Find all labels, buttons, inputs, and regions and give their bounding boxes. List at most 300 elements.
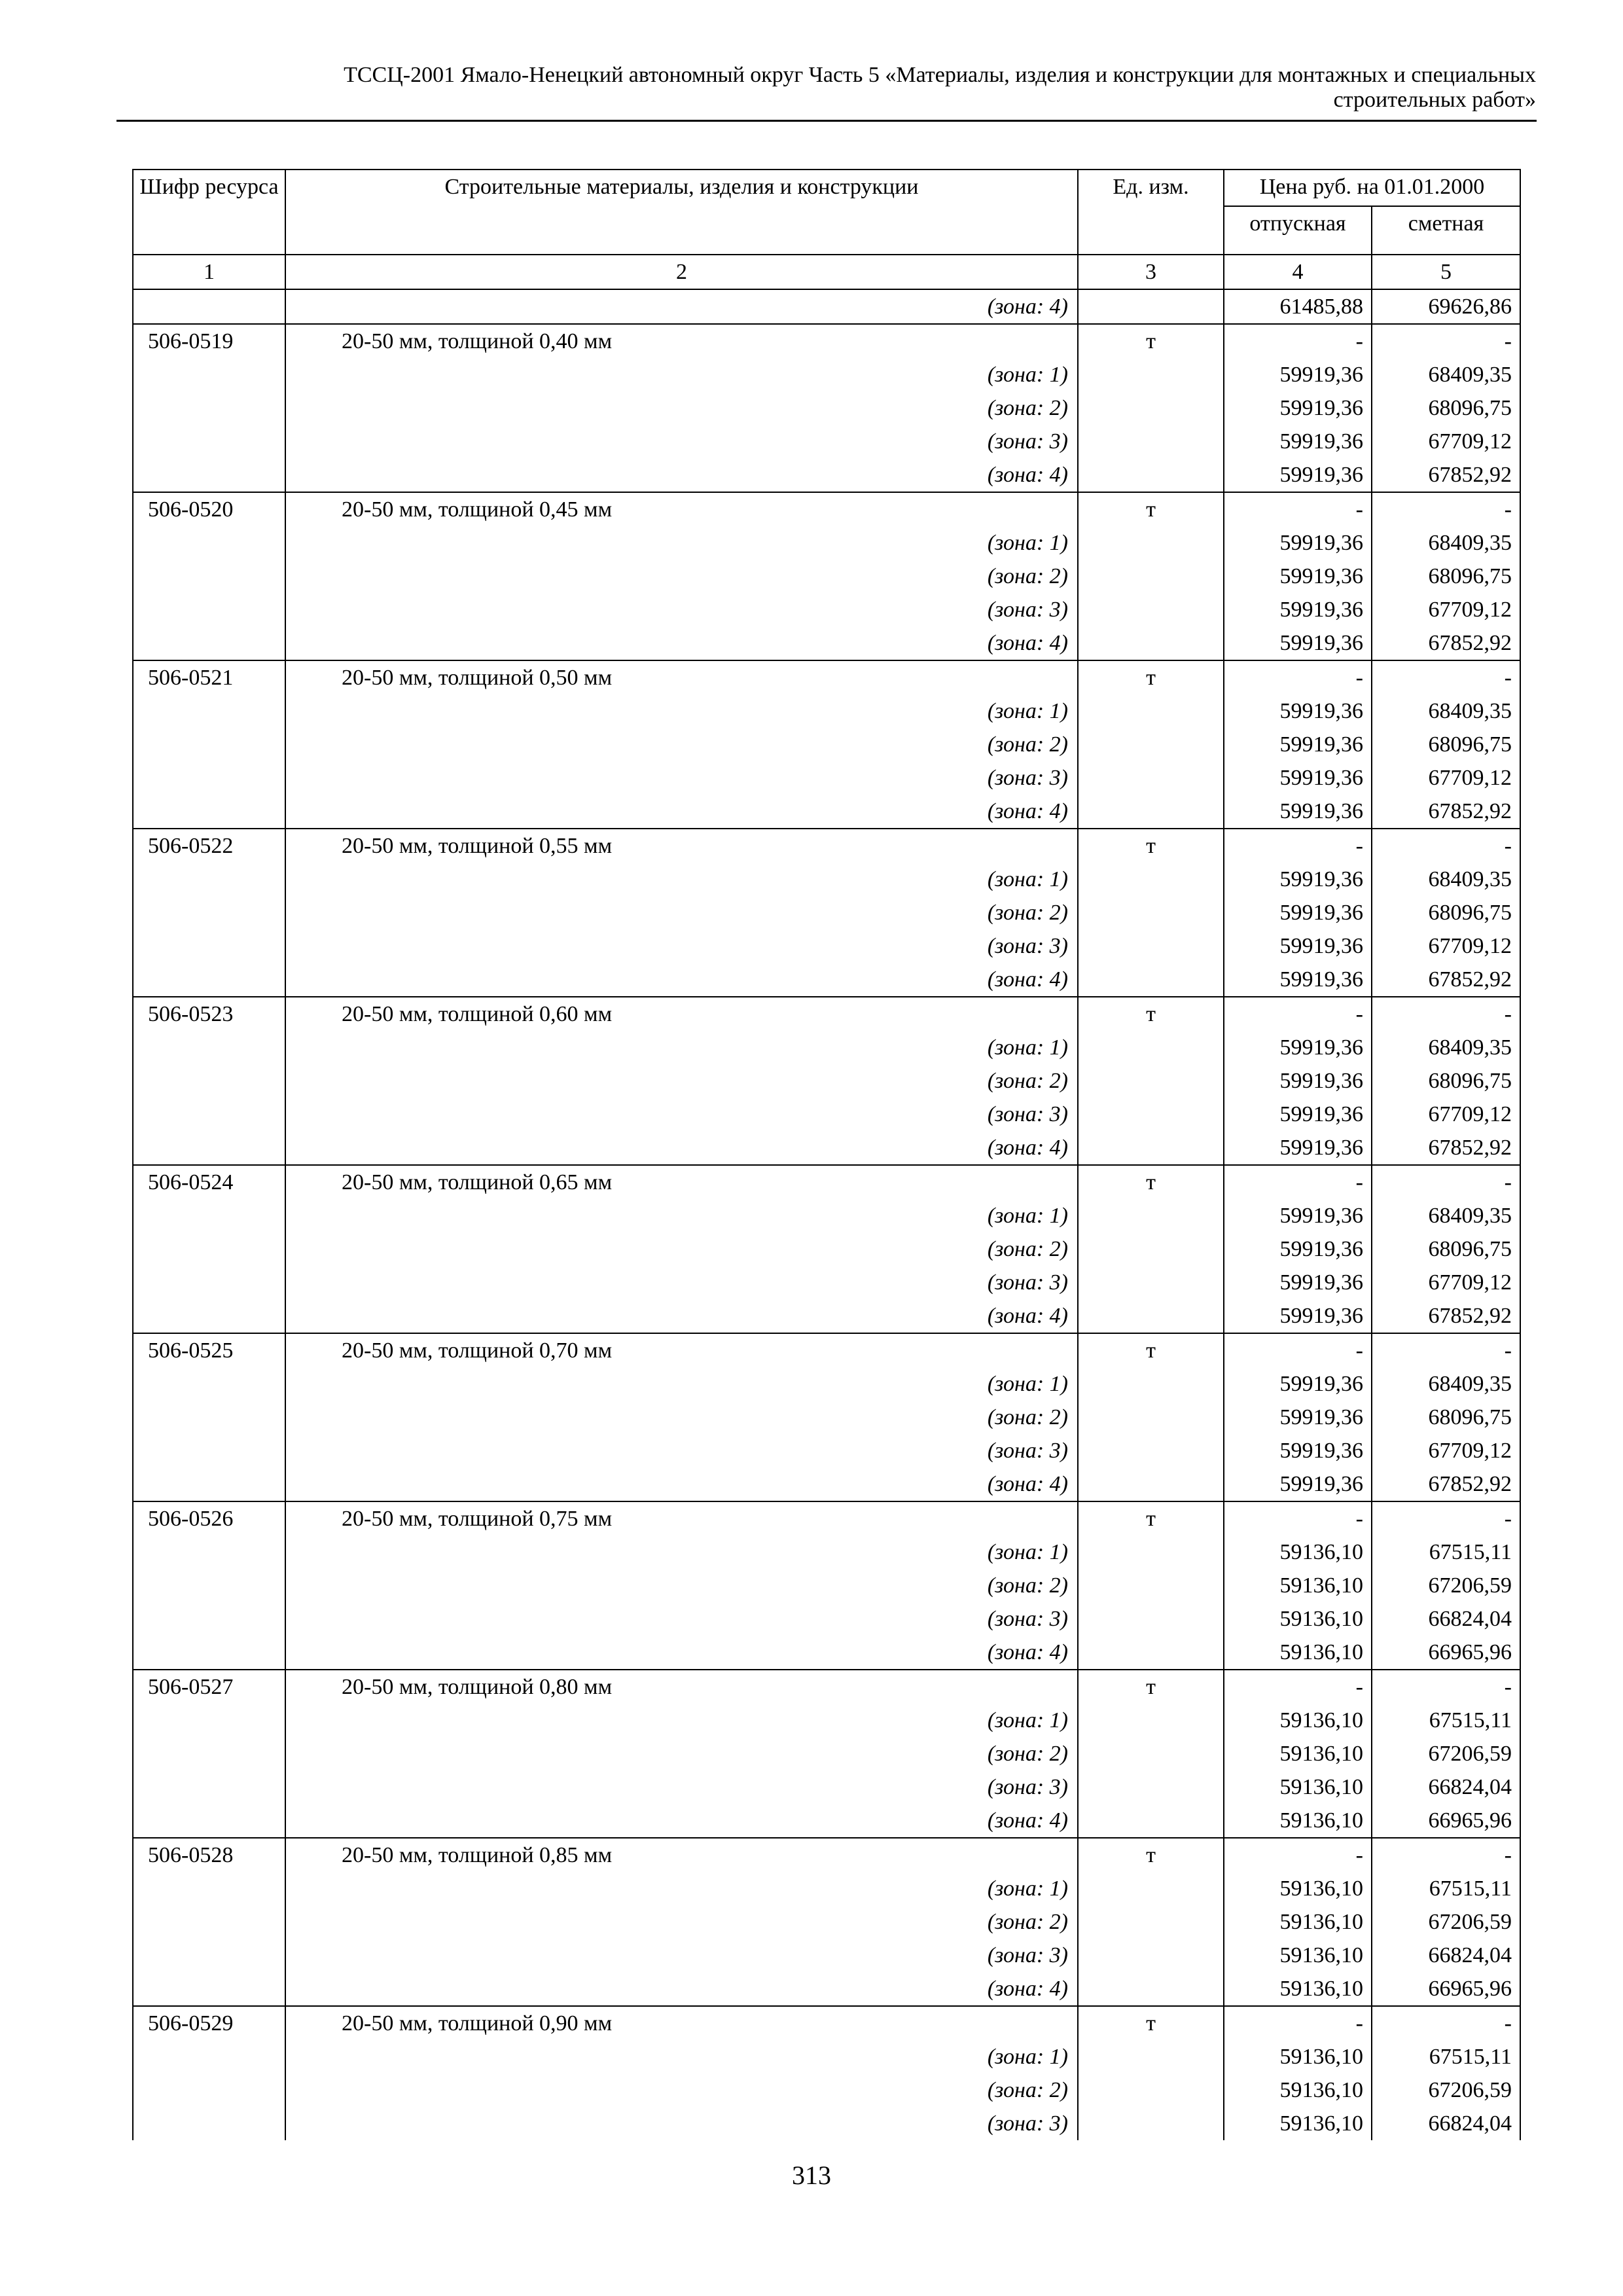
zone-label-text: (зона: 4) <box>987 1136 1068 1160</box>
zone-label <box>285 626 1078 660</box>
price-estimate <box>1372 1401 1520 1434</box>
price-release-text: 59136,10 <box>1279 1640 1363 1664</box>
price-estimate <box>1372 626 1520 660</box>
price-estimate-text: 68096,75 <box>1428 564 1512 588</box>
zone-label <box>285 896 1078 929</box>
zone-label <box>285 1972 1078 2006</box>
zone-row <box>133 1905 1520 1939</box>
resource-code-text: 506-0524 <box>148 1170 234 1194</box>
price-release-text: 59136,10 <box>1279 1876 1363 1901</box>
price-estimate <box>1372 1031 1520 1064</box>
resource-unit <box>1078 997 1224 1031</box>
zone-row <box>133 1367 1520 1401</box>
price-estimate-text: 68096,75 <box>1428 732 1512 757</box>
zone-label-text: (зона: 3) <box>987 1102 1068 1126</box>
resource-name <box>285 1501 1078 1535</box>
zone-row <box>133 1972 1520 2006</box>
zone-row <box>133 863 1520 896</box>
price-release-text: 59919,36 <box>1279 1270 1363 1295</box>
zone-label-text: (зона: 3) <box>987 934 1068 958</box>
price-estimate-text: 66824,04 <box>1428 1775 1512 1799</box>
resource-row <box>133 1333 1520 1367</box>
zone-label-text: (зона: 4) <box>987 1808 1068 1833</box>
zone-code-cell <box>133 694 285 728</box>
zone-code-cell <box>133 526 285 560</box>
zone-label-text: (зона: 1) <box>987 1204 1068 1228</box>
zone-unit-cell <box>1078 2040 1224 2073</box>
carryover-estimate-cell <box>1372 289 1520 324</box>
price-estimate-text: 67709,12 <box>1428 766 1512 790</box>
price-release-text: 59919,36 <box>1279 1204 1363 1228</box>
zone-unit-cell <box>1078 795 1224 829</box>
price-estimate-text: 68409,35 <box>1428 867 1512 891</box>
zone-code-cell <box>133 1266 285 1299</box>
zone-unit-cell <box>1078 1535 1224 1569</box>
price-release-text: - <box>1355 1170 1363 1194</box>
resource-name <box>285 660 1078 694</box>
price-estimate-text: - <box>1504 497 1512 522</box>
price-release <box>1224 795 1372 829</box>
resource-code <box>133 660 285 694</box>
zone-row <box>133 1602 1520 1636</box>
price-release-text: 59136,10 <box>1279 1910 1363 1934</box>
price-release-text: 59136,10 <box>1279 2078 1363 2102</box>
resource-unit <box>1078 1670 1224 1704</box>
column-number: 5 <box>1372 255 1520 289</box>
price-release <box>1224 1031 1372 1064</box>
price-release-text: 59919,36 <box>1279 1472 1363 1496</box>
price-release <box>1224 324 1372 358</box>
price-estimate <box>1372 694 1520 728</box>
zone-row <box>133 896 1520 929</box>
zone-code-cell <box>133 626 285 660</box>
resource-row <box>133 2006 1520 2040</box>
price-estimate-text: - <box>1504 1170 1512 1194</box>
price-release-text: 59136,10 <box>1279 1943 1363 1967</box>
zone-unit-cell <box>1078 863 1224 896</box>
zone-row <box>133 425 1520 458</box>
price-estimate-text: 68096,75 <box>1428 1069 1512 1093</box>
zone-row <box>133 2073 1520 2107</box>
price-estimate <box>1372 863 1520 896</box>
price-release-text: 59919,36 <box>1279 1405 1363 1429</box>
zone-label <box>285 391 1078 425</box>
price-release <box>1224 626 1372 660</box>
zone-label-text: (зона: 4) <box>987 799 1068 823</box>
zone-row <box>133 1266 1520 1299</box>
zone-label-text: (зона: 1) <box>987 1876 1068 1901</box>
zone-unit-cell <box>1078 593 1224 626</box>
zone-row <box>133 1031 1520 1064</box>
zone-label-text: (зона: 1) <box>987 2045 1068 2069</box>
zone-label <box>285 560 1078 593</box>
price-estimate-text: 66965,96 <box>1428 1640 1512 1664</box>
column-number-row <box>133 255 1520 289</box>
zone-label <box>285 1602 1078 1636</box>
zone-row <box>133 1467 1520 1501</box>
resource-code-text: 506-0521 <box>148 666 234 690</box>
price-release-text: 59919,36 <box>1279 1069 1363 1093</box>
zone-row <box>133 1704 1520 1737</box>
resource-name <box>285 492 1078 526</box>
header-price-release: отпускная <box>1224 206 1372 255</box>
zone-code-cell <box>133 1569 285 1602</box>
zone-label-text: (зона: 2) <box>987 901 1068 925</box>
zone-unit-cell <box>1078 358 1224 391</box>
resource-row <box>133 324 1520 358</box>
price-estimate <box>1372 1770 1520 1804</box>
price-estimate-text: 67709,12 <box>1428 934 1512 958</box>
price-estimate-text: 68096,75 <box>1428 1237 1512 1261</box>
price-release-text: 59919,36 <box>1279 766 1363 790</box>
resource-name-text: 20-50 мм, толщиной 0,45 мм <box>342 497 613 522</box>
zone-row <box>133 1199 1520 1232</box>
price-estimate-text: 68409,35 <box>1428 363 1512 387</box>
zone-label-text: (зона: 1) <box>987 363 1068 387</box>
price-release <box>1224 1636 1372 1670</box>
zone-label-text: (зона: 2) <box>987 732 1068 757</box>
zone-unit-cell <box>1078 425 1224 458</box>
resource-code <box>133 997 285 1031</box>
resource-unit-text: т <box>1146 497 1156 522</box>
zone-label <box>285 1872 1078 1905</box>
price-release <box>1224 1232 1372 1266</box>
zone-code-cell <box>133 1972 285 2006</box>
resource-code-text: 506-0527 <box>148 1675 234 1699</box>
resource-unit <box>1078 829 1224 863</box>
resource-unit <box>1078 660 1224 694</box>
price-estimate <box>1372 425 1520 458</box>
price-estimate-text: 66965,96 <box>1428 1808 1512 1833</box>
zone-unit-cell <box>1078 929 1224 963</box>
price-release <box>1224 358 1372 391</box>
price-release <box>1224 2040 1372 2073</box>
zone-label-text: (зона: 2) <box>987 1573 1068 1598</box>
price-release-text: 59136,10 <box>1279 1775 1363 1799</box>
zone-label <box>285 761 1078 795</box>
header-line-2: строительных работ» <box>1333 88 1536 112</box>
price-estimate-text: 68409,35 <box>1428 1204 1512 1228</box>
zone-row <box>133 1098 1520 1131</box>
resource-unit <box>1078 1501 1224 1535</box>
zone-code-cell <box>133 1737 285 1770</box>
resource-name-text: 20-50 мм, толщиной 0,80 мм <box>342 1675 613 1699</box>
price-release <box>1224 1401 1372 1434</box>
resource-name-text: 20-50 мм, толщиной 0,70 мм <box>342 1338 613 1363</box>
zone-label <box>285 358 1078 391</box>
zone-row <box>133 2040 1520 2073</box>
resource-code <box>133 2006 285 2040</box>
zone-label <box>285 728 1078 761</box>
zone-unit-cell <box>1078 1467 1224 1501</box>
price-release-text: 59919,36 <box>1279 531 1363 555</box>
zone-label-text: (зона: 4) <box>987 1977 1068 2001</box>
zone-row <box>133 694 1520 728</box>
price-release <box>1224 1770 1372 1804</box>
zone-unit-cell <box>1078 1704 1224 1737</box>
price-estimate <box>1372 458 1520 492</box>
zone-unit-cell <box>1078 1872 1224 1905</box>
resource-code-text: 506-0529 <box>148 2011 234 2036</box>
price-estimate <box>1372 1501 1520 1535</box>
zone-label <box>285 593 1078 626</box>
zone-label <box>285 526 1078 560</box>
zone-row <box>133 1636 1520 1670</box>
zone-row <box>133 1872 1520 1905</box>
price-release-text: 59919,36 <box>1279 901 1363 925</box>
zone-label <box>285 1636 1078 1670</box>
zone-label <box>285 1064 1078 1098</box>
zone-row <box>133 1939 1520 1972</box>
zone-row <box>133 560 1520 593</box>
zone-code-cell <box>133 1131 285 1165</box>
price-estimate-text: - <box>1504 1002 1512 1026</box>
price-release <box>1224 963 1372 997</box>
price-estimate <box>1372 1064 1520 1098</box>
zone-label <box>285 1131 1078 1165</box>
zone-code-cell <box>133 1098 285 1131</box>
resource-unit-text: т <box>1146 1170 1156 1194</box>
zone-code-cell <box>133 1535 285 1569</box>
zone-row <box>133 728 1520 761</box>
price-release-text: 59919,36 <box>1279 967 1363 992</box>
resource-unit-text: т <box>1146 1507 1156 1531</box>
resource-unit <box>1078 1165 1224 1199</box>
zone-row <box>133 358 1520 391</box>
price-release-text: 59136,10 <box>1279 2045 1363 2069</box>
price-estimate-text: 67709,12 <box>1428 429 1512 454</box>
resource-unit-text: т <box>1146 1338 1156 1363</box>
resource-code-text: 506-0519 <box>148 329 234 353</box>
price-release-text: 59136,10 <box>1279 1573 1363 1598</box>
zone-row <box>133 1737 1520 1770</box>
resource-code-text: 506-0528 <box>148 1843 234 1867</box>
zone-label <box>285 1232 1078 1266</box>
price-release-text: 59136,10 <box>1279 1607 1363 1631</box>
carryover-unit-cell <box>1078 289 1224 324</box>
resource-name <box>285 1333 1078 1367</box>
price-release-text: 59919,36 <box>1279 1237 1363 1261</box>
zone-label <box>285 2107 1078 2140</box>
price-release-text: 59919,36 <box>1279 463 1363 487</box>
price-release <box>1224 761 1372 795</box>
price-estimate <box>1372 391 1520 425</box>
zone-row <box>133 929 1520 963</box>
price-estimate-text: 67709,12 <box>1428 1439 1512 1463</box>
zone-label <box>285 1535 1078 1569</box>
price-table-body <box>133 170 1520 2140</box>
resource-name <box>285 1670 1078 1704</box>
header-price-estimate: сметная <box>1372 206 1520 255</box>
price-release-text: 59919,36 <box>1279 396 1363 420</box>
resource-code-text: 506-0525 <box>148 1338 234 1363</box>
resource-code-text: 506-0522 <box>148 834 234 858</box>
price-estimate-text: 67206,59 <box>1428 1573 1512 1598</box>
zone-label-text: (зона: 3) <box>987 1439 1068 1463</box>
price-estimate <box>1372 1367 1520 1401</box>
price-estimate <box>1372 896 1520 929</box>
zone-label-text: (зона: 4) <box>987 463 1068 487</box>
carryover-code-cell <box>133 289 285 324</box>
price-estimate-text: 68096,75 <box>1428 396 1512 420</box>
resource-name <box>285 829 1078 863</box>
price-release <box>1224 526 1372 560</box>
price-release <box>1224 1804 1372 1838</box>
price-estimate-text: 67852,92 <box>1428 1136 1512 1160</box>
zone-label-text: (зона: 3) <box>987 429 1068 454</box>
resource-unit-text: т <box>1146 1843 1156 1867</box>
price-estimate-text: 67852,92 <box>1428 463 1512 487</box>
price-estimate <box>1372 2006 1520 2040</box>
price-release <box>1224 1602 1372 1636</box>
zone-code-cell <box>133 358 285 391</box>
price-estimate <box>1372 358 1520 391</box>
price-release-text: 59136,10 <box>1279 2111 1363 2136</box>
zone-label <box>285 1098 1078 1131</box>
zone-label: (зона: 4) <box>987 295 1068 319</box>
zone-row <box>133 1804 1520 1838</box>
zone-row <box>133 1064 1520 1098</box>
resource-name-text: 20-50 мм, толщиной 0,65 мм <box>342 1170 613 1194</box>
price-estimate-text: - <box>1504 1338 1512 1363</box>
zone-label-text: (зона: 4) <box>987 1640 1068 1664</box>
price-release <box>1224 1165 1372 1199</box>
price-release <box>1224 1737 1372 1770</box>
zone-unit-cell <box>1078 963 1224 997</box>
zone-code-cell <box>133 1299 285 1333</box>
resource-unit-text: т <box>1146 666 1156 690</box>
zone-code-cell <box>133 929 285 963</box>
price-estimate <box>1372 593 1520 626</box>
price-estimate <box>1372 1098 1520 1131</box>
price-estimate-text: 67515,11 <box>1429 1876 1512 1901</box>
price-release <box>1224 2073 1372 2107</box>
zone-unit-cell <box>1078 1064 1224 1098</box>
zone-code-cell <box>133 1401 285 1434</box>
zone-row <box>133 593 1520 626</box>
zone-unit-cell <box>1078 2107 1224 2140</box>
price-estimate-text: 66824,04 <box>1428 2111 1512 2136</box>
zone-row <box>133 1434 1520 1467</box>
resource-name <box>285 2006 1078 2040</box>
zone-label <box>285 1770 1078 1804</box>
price-release-text: 59919,36 <box>1279 934 1363 958</box>
zone-code-cell <box>133 1602 285 1636</box>
zone-code-cell <box>133 560 285 593</box>
price-release <box>1224 1872 1372 1905</box>
resource-code <box>133 1501 285 1535</box>
price-estimate <box>1372 1939 1520 1972</box>
resource-code <box>133 1838 285 1872</box>
zone-row <box>133 526 1520 560</box>
price-estimate <box>1372 1333 1520 1367</box>
zone-unit-cell <box>1078 1232 1224 1266</box>
zone-code-cell <box>133 2107 285 2140</box>
zone-code-cell <box>133 1467 285 1501</box>
price-release-text: - <box>1355 2011 1363 2036</box>
zone-code-cell <box>133 896 285 929</box>
zone-row <box>133 1232 1520 1266</box>
price-estimate <box>1372 1905 1520 1939</box>
zone-unit-cell <box>1078 1636 1224 1670</box>
zone-unit-cell <box>1078 1602 1224 1636</box>
price-release <box>1224 593 1372 626</box>
price-release <box>1224 728 1372 761</box>
zone-label <box>285 1266 1078 1299</box>
price-release <box>1224 1367 1372 1401</box>
zone-label <box>285 1467 1078 1501</box>
resource-unit-text: т <box>1146 1002 1156 1026</box>
price-estimate-text: 67515,11 <box>1429 2045 1512 2069</box>
zone-label <box>285 863 1078 896</box>
price-release <box>1224 560 1372 593</box>
price-estimate <box>1372 1838 1520 1872</box>
price-estimate-text: 67515,11 <box>1429 1708 1512 1732</box>
price-estimate-text: 67852,92 <box>1428 1304 1512 1328</box>
price-estimate <box>1372 2073 1520 2107</box>
zone-row <box>133 1535 1520 1569</box>
resource-name-text: 20-50 мм, толщиной 0,40 мм <box>342 329 613 353</box>
price-estimate <box>1372 492 1520 526</box>
price-estimate-text: 67852,92 <box>1428 631 1512 655</box>
zone-row <box>133 1569 1520 1602</box>
zone-label <box>285 1704 1078 1737</box>
resource-name-text: 20-50 мм, толщиной 0,85 мм <box>342 1843 613 1867</box>
resource-row <box>133 997 1520 1031</box>
price-release <box>1224 694 1372 728</box>
price-estimate-text: 66824,04 <box>1428 1943 1512 1967</box>
resource-name-text: 20-50 мм, толщиной 0,75 мм <box>342 1507 613 1531</box>
resource-unit-text: т <box>1146 834 1156 858</box>
price-estimate-text: 67515,11 <box>1429 1540 1512 1564</box>
zone-label-text: (зона: 3) <box>987 766 1068 790</box>
running-header <box>109 63 1536 113</box>
zone-row <box>133 626 1520 660</box>
zone-label-text: (зона: 1) <box>987 1035 1068 1060</box>
price-estimate-text: - <box>1504 329 1512 353</box>
resource-name <box>285 997 1078 1031</box>
resource-name <box>285 1838 1078 1872</box>
price-release <box>1224 458 1372 492</box>
zone-label-text: (зона: 1) <box>987 867 1068 891</box>
price-release <box>1224 1501 1372 1535</box>
price-release-text: 59136,10 <box>1279 1808 1363 1833</box>
price-estimate <box>1372 526 1520 560</box>
resource-unit-text: т <box>1146 2011 1156 2036</box>
zone-label-text: (зона: 2) <box>987 1405 1068 1429</box>
resource-unit-text: т <box>1146 1675 1156 1699</box>
zone-unit-cell <box>1078 1031 1224 1064</box>
price-estimate-text: - <box>1504 834 1512 858</box>
price-table <box>132 169 1521 2140</box>
price-release-text: 59919,36 <box>1279 1439 1363 1463</box>
zone-label <box>285 963 1078 997</box>
price-estimate <box>1372 1636 1520 1670</box>
zone-label <box>285 2073 1078 2107</box>
header-price-group: Цена руб. на 01.01.2000 <box>1224 170 1520 206</box>
zone-label <box>285 425 1078 458</box>
header-code: Шифр ресурса <box>133 170 285 255</box>
price-estimate-text: - <box>1504 1507 1512 1531</box>
price-release <box>1224 1569 1372 1602</box>
zone-label <box>285 1434 1078 1467</box>
zone-label-text: (зона: 2) <box>987 1910 1068 1934</box>
price-release <box>1224 1333 1372 1367</box>
price-release-text: - <box>1355 666 1363 690</box>
price-estimate <box>1372 1434 1520 1467</box>
price-release-text: - <box>1355 1002 1363 1026</box>
resource-row <box>133 492 1520 526</box>
